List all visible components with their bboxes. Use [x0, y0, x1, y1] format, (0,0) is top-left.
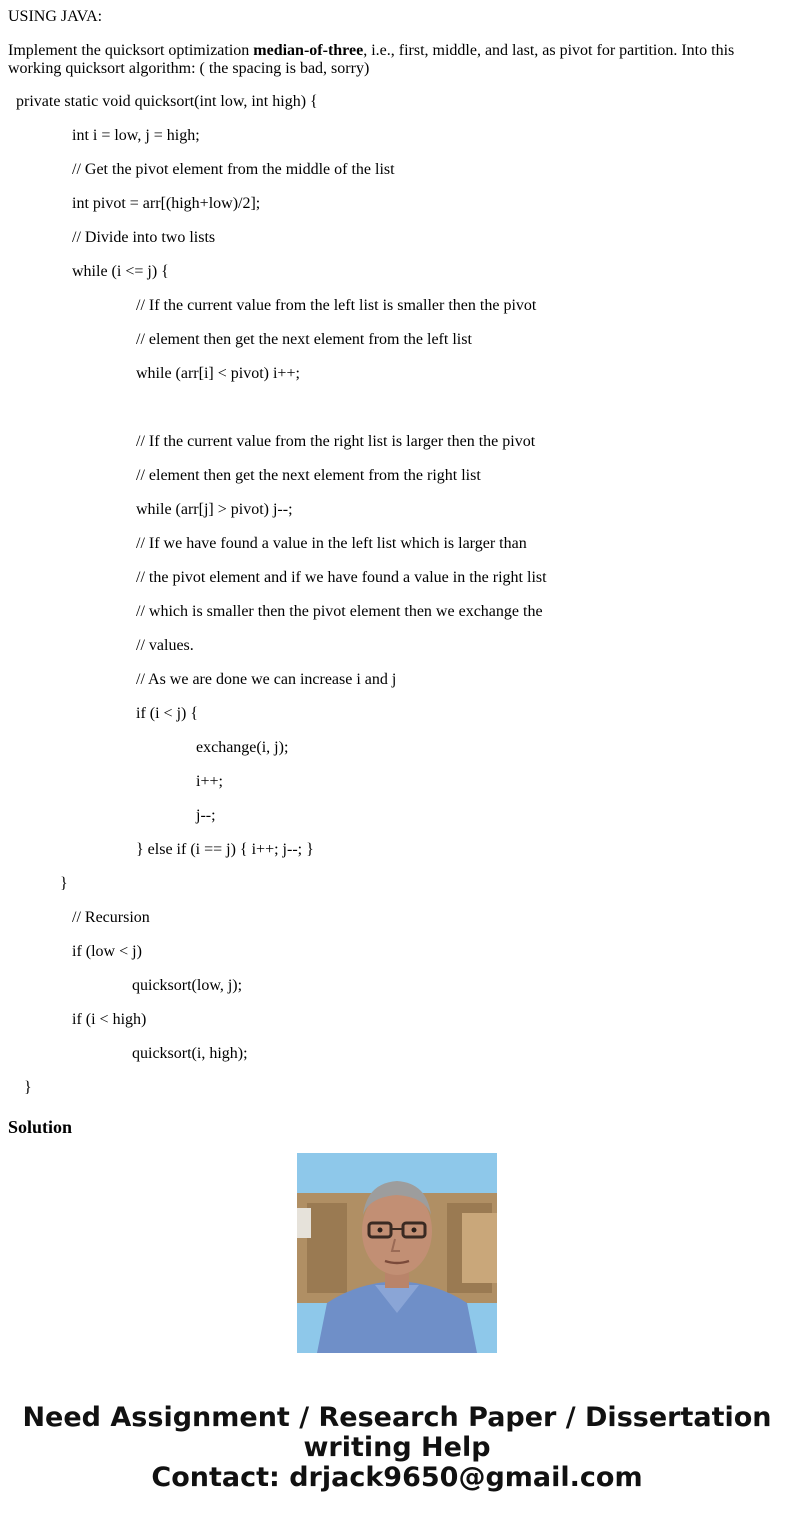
- code-line: quicksort(i, high);: [132, 1045, 248, 1062]
- code-line: // If the current value from the right list is larger then the pivot: [136, 433, 536, 450]
- question-document: [8, 8, 778, 1137]
- banner-line-1: Need Assignment / Research Paper / Dissertation: [22, 1402, 772, 1433]
- code-line: int pivot = arr[(high+low)/2];: [72, 195, 261, 212]
- code-line: if (i < high): [72, 1011, 147, 1028]
- code-line: // Divide into two lists: [72, 229, 216, 246]
- code-line: // which is smaller then the pivot element then we exchange the: [136, 603, 543, 620]
- question-intro: [8, 42, 778, 78]
- question-heading: USING JAVA:: [8, 8, 103, 25]
- code-line: }: [24, 1079, 32, 1096]
- code-line: // As we are done we can increase i and j: [136, 671, 397, 688]
- code-line: // element then get the next element from the right list: [136, 467, 481, 484]
- code-line: // Get the pivot element from the middle of the list: [72, 161, 395, 178]
- code-line: // the pivot element and if we have found a value in the right list: [136, 569, 547, 586]
- code-line: } else if (i == j) { i++; j--; }: [136, 841, 314, 858]
- intro-text-before: Implement the quicksort optimization: [8, 42, 254, 59]
- intro-text-after: , i.e., first, middle, and last, as pivot for partition. Into this working quicksort algorithm: ( the spacing is bad, sorry): [8, 42, 735, 77]
- code-line: if (low < j): [72, 943, 142, 960]
- code-line: }: [60, 875, 68, 892]
- code-line: exchange(i, j);: [196, 739, 289, 756]
- code-line: while (i <= j) {: [72, 263, 169, 280]
- author-portrait: [297, 1153, 497, 1353]
- code-line: int i = low, j = high;: [72, 127, 200, 144]
- code-line: private static void quicksort(int low, int high) {: [16, 93, 318, 110]
- help-banner: [0, 1403, 794, 1493]
- author-avatar: [297, 1153, 497, 1353]
- code-line: j--;: [196, 807, 216, 824]
- intro-bold-term: median-of-three: [253, 42, 364, 59]
- code-line: // If the current value from the left list is smaller then the pivot: [136, 297, 537, 314]
- code-line: // element then get the next element from the left list: [136, 331, 472, 348]
- solution-heading: Solution: [8, 1117, 73, 1137]
- code-line: quicksort(low, j);: [132, 977, 243, 994]
- code-line: while (arr[j] > pivot) j--;: [136, 501, 293, 518]
- code-line: // Recursion: [72, 909, 150, 926]
- code-line: if (i < j) {: [136, 705, 199, 722]
- banner-contact-line: Contact: drjack9650@gmail.com: [151, 1462, 643, 1493]
- banner-line-2: writing Help: [303, 1432, 491, 1463]
- code-line: i++;: [196, 773, 223, 790]
- code-line: // If we have found a value in the left list which is larger than: [136, 535, 527, 552]
- code-line: while (arr[i] < pivot) i++;: [136, 365, 300, 382]
- code-line: // values.: [136, 637, 194, 654]
